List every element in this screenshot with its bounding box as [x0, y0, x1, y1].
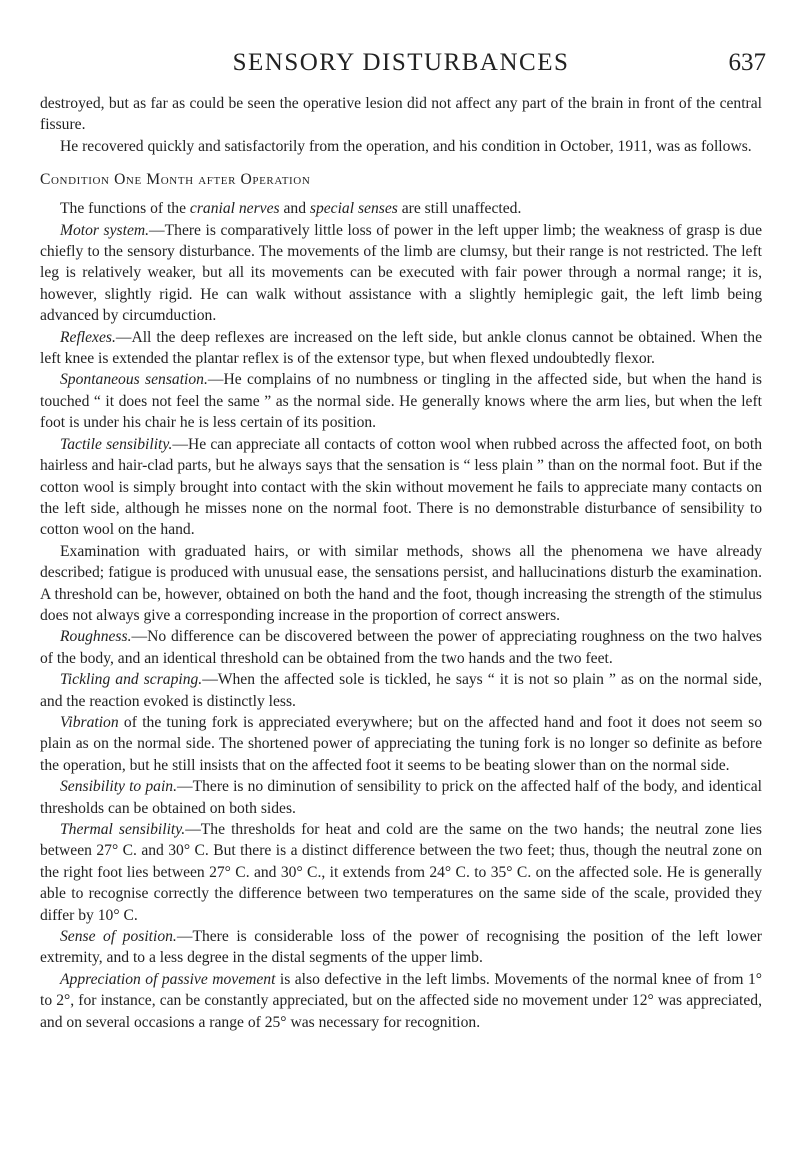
pain-heading: Sensibility to pain.	[60, 778, 177, 796]
functions-text-1: The functions of the	[60, 200, 190, 218]
paragraph-cranial-nerves	[40, 198, 762, 219]
paragraph-motor-system	[40, 220, 762, 327]
motor-system-heading: Motor system.	[60, 221, 150, 239]
passive-movement-heading: Appreciation of passive movement	[60, 970, 276, 988]
running-title: SENSORY DISTURBANCES	[232, 49, 570, 76]
pain-text: —There is no diminution of sensibility to prick on the affected half of the body, and identical thresholds can be obtained on both sides.	[40, 778, 763, 817]
running-head	[40, 48, 766, 82]
paragraph-continuation: destroyed, but as far as could be seen the operative lesion did not affect any part of the brain in front of the central fissure.	[40, 95, 762, 134]
thermal-heading: Thermal sensibility.	[60, 821, 186, 838]
tactile-sensibility-text: —He can appreciate all contacts of cotton wool when rubbed across the affected foot, on both hairless and hair-clad parts, but he always says that the sensation is “ less plain ” than on the normal foot. But if the cotton wool is simply brought into contact with the skin without movement he fails to appreciate many contacts on the left side, although he misses none on the normal foot. There is no demonstrable disturbance of sensibility to cotton wool on the hand.	[40, 435, 762, 539]
body-text	[40, 93, 762, 1033]
special-senses-term: special senses	[309, 200, 398, 218]
paragraph-recovery: He recovered quickly and satisfactorily from the operation, and his condition in October, 1911, was as follows.	[60, 137, 752, 155]
paragraph-vibration	[40, 712, 762, 776]
tickling-text: —When the affected sole is tickled, he says “ it is not so plain ” as on the normal side, and the reaction evoked is distinctly less.	[40, 671, 762, 710]
functions-text-2: and	[279, 200, 310, 218]
motor-system-text: —There is comparatively little loss of power in the left upper limb; the weakness of grasp is due chiefly to the sensory disturbance. The movements of the limb are clumsy, but their range is not restricted. The left leg is relatively weaker, but all its movements can be executed with fair power through a normal range; it is, however, slightly rigid. He can walk without assistance with a slightly hemiplegic gait, the left limb being advanced by circumduction.	[40, 221, 762, 325]
cranial-nerves-term: cranial nerves	[189, 200, 280, 218]
vibration-text: of the tuning fork is appreciated everywhere; but on the affected hand and foot it does not seem so plain as on the normal side. The shortened power of appreciating the tuning fork is no longer so definite as before the operation, but he still insists that on the affected foot it seems to be beating slower than on the normal side.	[40, 713, 762, 774]
spontaneous-sensation-heading: Spontaneous sensation.	[60, 371, 208, 389]
tickling-heading: Tickling and scraping.	[60, 671, 203, 689]
tactile-sensibility-heading: Tactile sensibility.	[60, 435, 173, 453]
paragraph-spontaneous-sensation	[40, 369, 762, 433]
passive-movement-text: is also defective in the left limbs. Movements of the normal knee of from 1° to 2°, for instance, can be constantly appreciated, but on the affected side no movement under 12° was appreciated, and on several occasions a range of 25° was necessary for recognition.	[40, 970, 762, 1031]
paragraph-reflexes	[40, 327, 762, 370]
roughness-text: —No difference can be discovered between the power of appreciating roughness on the two halves of the body, and an identical threshold can be obtained from the two hands and the two feet.	[40, 628, 762, 667]
roughness-heading: Roughness.	[60, 628, 132, 646]
functions-text-3: are still unaffected.	[397, 200, 522, 218]
vibration-heading: Vibration	[60, 713, 119, 731]
paragraph-tactile-sensibility	[40, 434, 762, 541]
page-number: 637	[728, 49, 766, 76]
paragraph-tickling	[40, 669, 762, 712]
position-heading: Sense of position.	[60, 928, 177, 946]
paragraph-roughness	[40, 626, 762, 669]
paragraph-pain	[40, 776, 762, 819]
section-heading: Condition One Month after Operation	[40, 171, 311, 189]
paragraph-thermal	[40, 819, 762, 926]
paragraph-passive-movement	[40, 969, 762, 1033]
reflexes-heading: Reflexes.	[60, 328, 116, 346]
paragraph-examination: Examination with graduated hairs, or with similar methods, shows all the phenomena we have already described; fatigue is produced with unusual ease, the sensations persist, and hallucinations disturb the examination. A threshold can be, however, obtained on both the hand and the foot, though increasing the strength of the stimulus does not always give a corresponding increase in the proportion of correct answers.	[40, 542, 762, 624]
spontaneous-sensation-text: —He complains of no numbness or tingling in the affected side, but when the hand is touched “ it does not feel the same ” as the normal side. He generally knows where the arm lies, but when the left foot is under his chair he is less certain of its position.	[40, 371, 762, 432]
reflexes-text: —All the deep reflexes are increased on the left side, but ankle clonus cannot be obtained. When the left knee is extended the plantar reflex is of the extensor type, but when flexed undoubtedly flexor.	[40, 328, 762, 368]
paragraph-position	[40, 926, 762, 969]
thermal-text: —The thresholds for heat and cold are the same on the two hands; the neutral zone lies between 27° C. and 30° C. But there is a distinct difference between the two feet; thus, though the neutral zone on the right foot lies between 27° C. and 30° C., it extends from 24° C. to 35° C. on the affected sole. He is generally able to recognise correctly the difference between two temperatures on the same side of the scale, provided they differ by 10° C.	[40, 821, 762, 924]
book-page	[40, 48, 766, 1033]
position-text: —There is considerable loss of the power of recognising the position of the left lower extremity, and to a less degree in the distal segments of the upper limb.	[40, 928, 762, 967]
